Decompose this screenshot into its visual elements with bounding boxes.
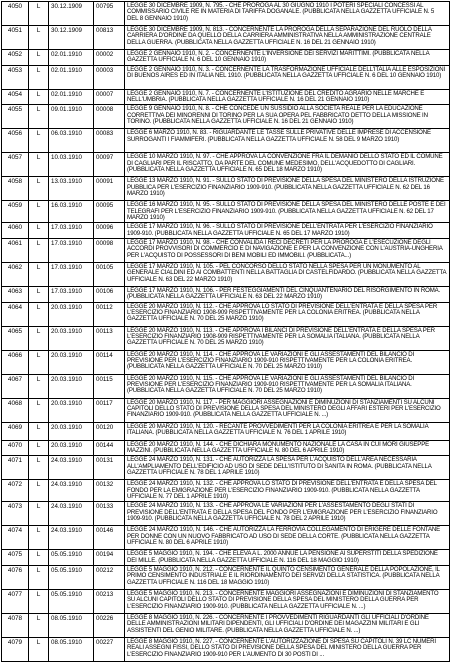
record-number: 4052 — [2, 50, 29, 66]
record-description: LEGGE 24 MARZO 1910, N. 132. - CHE APPROVA LO STATO DI PREVISIONE DELL'ENTRATA E DELLA SPESA DEL FONDO PER LA EMIGRAZIONE PER L'ESERCIZIO FINANZIARIO 1909-910. (PUBBLICATA NELLA GAZZETTA UFFICIALE N. 77 DEL 1 APRILE 1910) — [125, 480, 450, 502]
record-description: LEGGE 9 GENNAIO 1910, N. 8. - CHE CONCEDE UN SUSSIDIO ALLA SOCIETA REALE PER LA EDUCAZIONE CORRETTIVA DEI MINORENNI DI TORINO PER LA SUA OPERA PEL FABBRICATO DETTO DELLA MISSIONE IN TORINO. (PUBBLICATA NELLA GAZZETTA UFFICIALE N. 16 DEL 21 GENNAIO 1910) — [125, 105, 450, 129]
record-law-number: 00083 — [94, 129, 125, 153]
register-row — [2, 2, 450, 26]
record-description: LEGGE 20 MARZO 1910, N. 120. - RECANTE PROVVEDIMENTI PER LA COLONIA ERITREA E PER LA SOMALIA ITALIANA. (PUBBLICATA NELLA GAZZETTA UFFICIALE N. 76 DEL 1 APRILE 1910) — [125, 422, 450, 440]
record-description: LEGGE 5 MAGGIO 1910, N. 212. - CONCERNENTE IL QUINTO CENSIMENTO GENERALE DELLA POPOLAZIONE, IL PRIMO CENSIMENTO INDUSTRIALE E IL RIORDINAMENTO DEI SERVIZI DELLA STATISTICA. (PUBBLICATA NELLA GAZZETTA UFFICIALE N. 116 DEL 18 MAGGIO 1910) — [125, 565, 450, 589]
record-law-number: 00097 — [94, 153, 125, 177]
register-row — [2, 153, 450, 177]
record-law-number: 00117 — [94, 398, 125, 422]
record-date: 06.03.1910 — [49, 129, 94, 153]
register-row — [2, 262, 450, 286]
record-type: L — [29, 201, 49, 223]
record-law-number: 00091 — [94, 177, 125, 201]
record-date: 05.05.1910 — [49, 565, 94, 589]
record-description: LEGGE 17 MARZO 1910, N. 96. - SULLO STATO DI PREVISIONE DELL'ENTRATA PER L'ESERCIZIO FINANZIARIO 1909-910. (PUBBLICATA NELLA GAZZETTA UFFICIALE N. 65 DEL 17 MARZO 1910) — [125, 223, 450, 239]
record-type: L — [29, 398, 49, 422]
register-row — [2, 177, 450, 201]
record-law-number: 00003 — [94, 65, 125, 89]
record-number: 4073 — [2, 502, 29, 526]
record-type: L — [29, 374, 49, 398]
record-number: 4056 — [2, 129, 29, 153]
record-law-number: 00115 — [94, 374, 125, 398]
register-row — [2, 223, 450, 239]
record-law-number: 00098 — [94, 238, 125, 262]
record-number: 4061 — [2, 238, 29, 262]
record-description: LEGGE 8 MAGGIO 1910, N. 227. - CONCERNENTE L'AUTORIZZAZIONE DI SPESA SU CAPITOLI N. 39 LC NUMERI REALI ASSEGNI FISSI, DELLO STATO DI PREVISIONE DELLA SPESA DEL MINISTERO DELLA GUERRA PER L'ESERCIZIO FINANZIARIO 1909-910 PER L'AUMENTO DI 30 POSTI DI ... — [125, 637, 450, 661]
record-law-number: 00112 — [94, 302, 125, 326]
record-law-number: 00813 — [94, 26, 125, 50]
record-date: 17.03.1910 — [49, 223, 94, 239]
record-description: LEGGE 17 MARZO 1910, N. 106. - PER FESTEGGIAMENTI DEL CINQUANTENARIO DEL RISORGIMENTO IN ROMA. (PUBBLICATA NELLA GAZZETTA UFFICIALE N. 63 DEL 22 MARZO 1910) — [125, 286, 450, 302]
record-number: 4058 — [2, 177, 29, 201]
record-number: 4078 — [2, 613, 29, 637]
record-date: 24.03.1910 — [49, 526, 94, 550]
record-type: L — [29, 238, 49, 262]
record-law-number: 00146 — [94, 526, 125, 550]
record-number: 4079 — [2, 637, 29, 661]
record-type: L — [29, 302, 49, 326]
record-description: LEGGE 20 MARZO 1910, N. 114. - CHE APPROVA LE VARIAZIONI E GLI ASSESTAMENTI DEL BILANCIO DI PREVISIONE PER L'ESERCIZIO FINANZIARIO 1909-910 RISPETTIVAMENTE PER LA COLONIA ERITREA. (PUBBLICATA NELLA GAZZETTA UFFICIALE N. 70 DEL 25 MARZO 1910) — [125, 350, 450, 374]
record-date: 08.05.1910 — [49, 637, 94, 661]
record-date: 05.05.1910 — [49, 550, 94, 566]
record-description: LEGGE 5 MAGGIO 1910, N. 213. - CONCERNENTE MAGGIORI ASSEGNAZIONI E DIMINUZIONI DI STANZIAMENTO SU ALCUNI CAPITOLI DELLO STATO DI PREVISIONE DELLA SPESA DEL MINISTERO DELLA GUERRA PER L'ESERCIZIO FINANZIARIO 1909-910. (PUBBLICATA NELLA GAZZETTA UFFICIALE N. ...) — [125, 589, 450, 613]
record-type: L — [29, 223, 49, 239]
record-date: 13.03.1910 — [49, 177, 94, 201]
register-row — [2, 201, 450, 223]
record-type: L — [29, 153, 49, 177]
record-number: 4071 — [2, 456, 29, 480]
record-description: LEGGE 20 MARZO 1910, N. 117. - PER MAGGIORI ASSEGNAZIONI E DIMINUZIONI DI STANZIAMENTI SU ALCUNI CAPITOLI DELLO STATO DI PREVISIONE DELLA SPESA DEL MINISTERO DEGLI AFFARI ESTERI PER L'ESERCIZIO FINANZIARIO 1909-910. (PUBBLICATA NELLA GAZZETTA UFFICIALE N. ...) — [125, 398, 450, 422]
record-description: LEGGE 2 GENNAIO 1910, N. 3. - CONCERNENTE LA TRASFORMAZIONE UFFICIALE DELL'ITALIA ALLE ESPOSIZIONI DI BUENOS AIRES ED IN ITALIA NEL 1910. (PUBBLICATA NELLA GAZZETTA UFFICIALE N. 6 DEL 10 GENNAIO 1910) — [125, 65, 450, 89]
record-description: LEGGE 6 MARZO 1910, N. 83. - RIGUARDANTE LE TASSE SULLE PRIVATIVE DELLE IMPRESE DI ACCENSIONE SURROGANTI I FIAMMIFERI. (PUBBLICATA NELLA GAZZETTA UFFICIALE N. 58 DEL 9 MARZO 1910) — [125, 129, 450, 153]
record-date: 09.01.1910 — [49, 105, 94, 129]
record-date: 08.05.1910 — [49, 613, 94, 637]
register-row — [2, 326, 450, 350]
record-type: L — [29, 589, 49, 613]
record-type: L — [29, 262, 49, 286]
record-type: L — [29, 550, 49, 566]
record-description: LEGGE 5 MAGGIO 1910, N. 194. - CHE ELEVA A L. 2000 ANNUE LA PENSIONE AI SUPERSTITI DELLA SPEDIZIONE DEI MILLE. (PUBBLICATA NELLA GAZZETTA UFFICIALE N. 116 DEL 18 MAGGIO 1910) — [125, 550, 450, 566]
record-date: 10.03.1910 — [49, 153, 94, 177]
record-number: 4065 — [2, 326, 29, 350]
laws-register-table — [1, 1, 450, 662]
record-law-number: 00213 — [94, 589, 125, 613]
register-row — [2, 65, 450, 89]
record-number: 4072 — [2, 480, 29, 502]
register-row — [2, 440, 450, 456]
register-row — [2, 565, 450, 589]
record-number: 4051 — [2, 26, 29, 50]
record-type: L — [29, 26, 49, 50]
record-type: L — [29, 440, 49, 456]
register-row — [2, 456, 450, 480]
record-law-number: 00008 — [94, 105, 125, 129]
record-number: 4069 — [2, 422, 29, 440]
record-number: 4063 — [2, 286, 29, 302]
record-date: 20.03.1910 — [49, 374, 94, 398]
record-number: 4050 — [2, 2, 29, 26]
record-law-number: 00212 — [94, 565, 125, 589]
record-description: LEGGE 17 MARZO 1910, N. 98. - CHE CONVALIDA I RECI DECRETI PER LA PROROGA E L'ESECUZIONE DEGLI ACCORDI PROVVISORI DI COMMERCIO E DI NAVIGAZIONE E PER LA CONVENZIONE CON L'AUSTRIA-UNGHERIA PER L'ACQUISTO DI POSSESSORI DI BENI MOBILI ED IMMOBILI. (PUBBLICATA...) — [125, 238, 450, 262]
record-type: L — [29, 65, 49, 89]
record-number: 4075 — [2, 550, 29, 566]
record-law-number: 00144 — [94, 440, 125, 456]
record-number: 4054 — [2, 89, 29, 105]
record-law-number: 00002 — [94, 50, 125, 66]
record-description: LEGGE 20 MARZO 1910, N. 115. - CHE APPROVA LE VARIAZIONI E GLI ASSESTAMENTI DEL BILANCIO DI PREVISIONE PER L'ESERCIZIO FINANZIARIO 1909-910 RISPETTIVAMENTE PER LA SOMALIA ITALIANA. (PUBBLICATA NELLA GAZZETTA UFFICIALE N. 70 DEL 25 MARZO 1910) — [125, 374, 450, 398]
record-date: 20.03.1910 — [49, 302, 94, 326]
record-date: 20.03.1910 — [49, 326, 94, 350]
record-date: 20.03.1910 — [49, 398, 94, 422]
record-type: L — [29, 565, 49, 589]
record-description: LEGGE 16 MARZO 1910, N. 95. - SULLO STATO DI PREVISIONE DELLA SPESA DEL MINISTERO DELLE POSTE E DEI TELEGRAFI PER L'ESERCIZIO FINANZIARIO 1909-910. (PUBBLICATA NELLA GAZZETTA UFFICIALE N. 62 DEL 17 MARZO 1910) — [125, 201, 450, 223]
record-date: 20.03.1910 — [49, 440, 94, 456]
record-description: LEGGE 10 MARZO 1910, N. 97. - CHE APPROVA LA CONVENZIONE FRA IL DEMANIO DELLO STATO ED IL COMUNE DI CAGLIARI PER IL RISCATTO, DA PARTE DEL COMUNE MEDESIMO, DELL'ACQUEDOTTO DI CAGLIARI. (PUBBLICATA NELLA GAZZETTA UFFICIALE N. 65 DEL 18 MARZO 1910) — [125, 153, 450, 177]
register-row — [2, 238, 450, 262]
record-description: LEGGE 2 GENNAIO 1910, N. 7. - CONCERNENTE L'ISTITUZIONE DEL CREDITO AGRARIO NELLE MARCHE E NELL'UMBRIA. (PUBBLICATA NELLA GAZZETTA UFFICIALE N. 16 DEL 21 GENNAIO 1910) — [125, 89, 450, 105]
record-date: 24.03.1910 — [49, 456, 94, 480]
record-description: LEGGE 30 DICEMBRE 1909, N. 795. - CHE PROROGA AL 30 GIUGNO 1910 I POTERI SPECIALI CONCESSI AL COMMISSARIO CIVILE RE IN MATERIA DI TARIFFA DOGANALE. (PUBBLICATA NELLA GAZZETTA UFFICIALE N. 5 DEL 8 GENNAIO 1910) — [125, 2, 450, 26]
register-row — [2, 526, 450, 550]
record-date: 02.01.1910 — [49, 65, 94, 89]
record-number: 4064 — [2, 302, 29, 326]
record-law-number: 00194 — [94, 550, 125, 566]
record-number: 4068 — [2, 398, 29, 422]
register-row — [2, 50, 450, 66]
register-row — [2, 480, 450, 502]
record-number: 4060 — [2, 223, 29, 239]
register-page — [0, 1, 451, 658]
record-type: L — [29, 422, 49, 440]
register-row — [2, 374, 450, 398]
record-law-number: 00133 — [94, 502, 125, 526]
register-row — [2, 105, 450, 129]
register-body — [2, 2, 450, 662]
record-date: 30.12.1909 — [49, 2, 94, 26]
record-description: LEGGE 24 MARZO 1910, N. 131. - CHE AUTORIZZA LA SPESA PER L'ACQUISTO DELL'AREA NECESSARIA ALL'AMPLIAMENTO DELL'EDIFICIO AD USO DI SEDE DELL'ISTITUTO DI SANITA IN ROMA. (PUBBLICATA NELLA GAZZETTA UFFICIALE N. 78 DEL 1 APRILE 1910) — [125, 456, 450, 480]
record-type: L — [29, 50, 49, 66]
record-law-number: 00131 — [94, 456, 125, 480]
record-description: LEGGE 24 MARZO 1910, N. 133. - CHE APPROVA LE VARIAZIONI PER L'ASSESTAMENTO DEGLI STATI DI PREVISIONE DELL'ENTRATA E DELLA SPESA DEL FONDO PER L'EMIGRAZIONE PER L'ESERCIZIO FINANZIARIO 1909-910. (PUBBLICATA NELLA GAZZETTA UFFICIALE N. 78 DEL 2 APRILE 1910) — [125, 502, 450, 526]
register-row — [2, 350, 450, 374]
record-number: 4055 — [2, 105, 29, 129]
record-description: LEGGE 24 MARZO 1910, N. 146. - CHE AUTORIZZA LA FERROVIA COLLEGAMENTO DI ERIGERE DELLE FONTANE PER DONNE CON UN NUOVO FABBRICATO AD USO DI SEDE DELLA CORTE. (PUBBLICATA NELLA GAZZETTA UFFICIALE N. 80 DEL 6 APRILE 1910) — [125, 526, 450, 550]
record-law-number: 00007 — [94, 89, 125, 105]
record-number: 4053 — [2, 65, 29, 89]
record-description: LEGGE 20 MARZO 1910, N. 113. - CHE APPROVA I BILANCI DI PREVISIONE DELL'ENTRATA E DELLA SPESA PER L'ESERCIZIO FINANZIARIO 1908-909 RISPETTIVAMENTE PER LA SOMALIA ITALIANA. (PUBBLICATA NELLA GAZZETTA UFFICIALE N. 70 DEL 25 MARZO 1910) — [125, 326, 450, 350]
record-law-number: 00106 — [94, 286, 125, 302]
record-description: LEGGE 2 GENNAIO 1910, N. 2. - CONCERNENTE L'INVERSIONE DEI SERVIZI MARITTIMI. (PUBBLICATA NELLA GAZZETTA UFFICIALE N. 6 DEL 10 GENNAIO 1910) — [125, 50, 450, 66]
record-date: 24.03.1910 — [49, 480, 94, 502]
record-type: L — [29, 502, 49, 526]
record-type: L — [29, 456, 49, 480]
register-row — [2, 129, 450, 153]
record-date: 20.03.1910 — [49, 350, 94, 374]
record-type: L — [29, 613, 49, 637]
record-number: 4067 — [2, 374, 29, 398]
record-number: 4077 — [2, 589, 29, 613]
record-type: L — [29, 350, 49, 374]
register-row — [2, 89, 450, 105]
record-type: L — [29, 177, 49, 201]
record-description: LEGGE 13 MARZO 1910, N. 91. - SULLO STATO DI PREVISIONE DELLA SPESA DEL MINISTERO DELLA ISTRUZIONE PUBBLICA PER L'ESERCIZIO FINANZIARIO 1909-910. (PUBBLICATA NELLA GAZZETTA UFFICIALE N. 62 DEL 16 MARZO 1910) — [125, 177, 450, 201]
record-type: L — [29, 480, 49, 502]
record-law-number: 00132 — [94, 480, 125, 502]
record-description: LEGGE 20 MARZO 1910, N. 112. - CHE APPROVA LO STATO DI PREVISIONE DELL'ENTRATA E DELLA SPESA PER L'ESERCIZIO FINANZIARIO 1908-909 RISPETTIVAMENTE PER LA COLONIA ERITREA. (PUBBLICATA NELLA GAZZETTA UFFICIALE N. 70 DEL 25 MARZO 1910) — [125, 302, 450, 326]
record-type: L — [29, 637, 49, 661]
register-row — [2, 422, 450, 440]
record-type: L — [29, 286, 49, 302]
record-description: LEGGE 30 DICEMBRE 1909, N. 813. - CONCERNENTE LA PROROGA DELLA SEPARAZIONE DEL RUOLO DELLA CARRIERA D'ORDINE DA QUELLO DELLA CARRIERA AMMINISTRATIVA NELLA AMMINISTRAZIONE CENTRALE DELLA GUERRA. (PUBBLICATA NELLA GAZZETTA UFFICIALE N. 16 DEL 21 GENNAIO 1910) — [125, 26, 450, 50]
record-description: LEGGE 20 MARZO 1910, N. 144. - CHE DICHIARA MONUMENTO NAZIONALE LA CASA IN CUI MORI GIUSEPPE MAZZINI. (PUBBLICATA NELLA GAZZETTA UFFICIALE N. 80 DEL 6 APRILE 1910) — [125, 440, 450, 456]
record-type: L — [29, 129, 49, 153]
register-row — [2, 302, 450, 326]
register-row — [2, 398, 450, 422]
record-type: L — [29, 326, 49, 350]
record-date: 17.03.1910 — [49, 286, 94, 302]
record-type: L — [29, 2, 49, 26]
record-law-number: 00795 — [94, 2, 125, 26]
record-law-number: 00113 — [94, 326, 125, 350]
record-law-number: 00105 — [94, 262, 125, 286]
record-date: 05.05.1910 — [49, 589, 94, 613]
record-date: 30.12.1909 — [49, 26, 94, 50]
record-law-number: 00095 — [94, 201, 125, 223]
record-description: LEGGE 17 MARZO 1910, N. 105. - PEL CONCORSO DELLO STATO NELLA SPESA PER UN MONUMENTO AL GENERALE CIALDINI ED AI COMBATTENTI NELLA BATTAGLIA DI CASTELFIDARDO. (PUBBLICATA NELLA GAZZETTA UFFICIALE N. 63 DEL 22 MARZO 1910) — [125, 262, 450, 286]
record-number: 4062 — [2, 262, 29, 286]
record-number: 4076 — [2, 565, 29, 589]
record-description: LEGGE 8 MAGGIO 1910, N. 226. - CONCERNENTE I PROVVEDIMENTI RIGUARDANTI GLI UFFICIALI D'ORDINE DELLE AMMINISTRAZIONI MILITARI DIPENDENTI, GLI UFFICIALI D'ORDINE DEI MAGAZZINI MILITARI E GLI ASSISTENTI DEL GENIO MILITARE. (PUBBLICATA NELLA GAZZETTA UFFICIALE N. ...) — [125, 613, 450, 637]
record-date: 02.01.1910 — [49, 50, 94, 66]
record-date: 02.01.1910 — [49, 89, 94, 105]
register-row — [2, 502, 450, 526]
record-date: 16.03.1910 — [49, 201, 94, 223]
record-law-number: 00120 — [94, 422, 125, 440]
register-row — [2, 550, 450, 566]
record-date: 17.03.1910 — [49, 262, 94, 286]
record-number: 4059 — [2, 201, 29, 223]
register-row — [2, 286, 450, 302]
record-law-number: 00096 — [94, 223, 125, 239]
record-law-number: 00227 — [94, 637, 125, 661]
record-number: 4074 — [2, 526, 29, 550]
register-row — [2, 613, 450, 637]
register-row — [2, 637, 450, 661]
register-row — [2, 589, 450, 613]
record-law-number: 00226 — [94, 613, 125, 637]
record-date: 24.03.1910 — [49, 502, 94, 526]
record-type: L — [29, 105, 49, 129]
record-type: L — [29, 526, 49, 550]
record-date: 20.03.1910 — [49, 422, 94, 440]
record-number: 4066 — [2, 350, 29, 374]
record-number: 4070 — [2, 440, 29, 456]
register-row — [2, 26, 450, 50]
record-type: L — [29, 89, 49, 105]
record-date: 17.03.1910 — [49, 238, 94, 262]
record-number: 4057 — [2, 153, 29, 177]
record-law-number: 00114 — [94, 350, 125, 374]
